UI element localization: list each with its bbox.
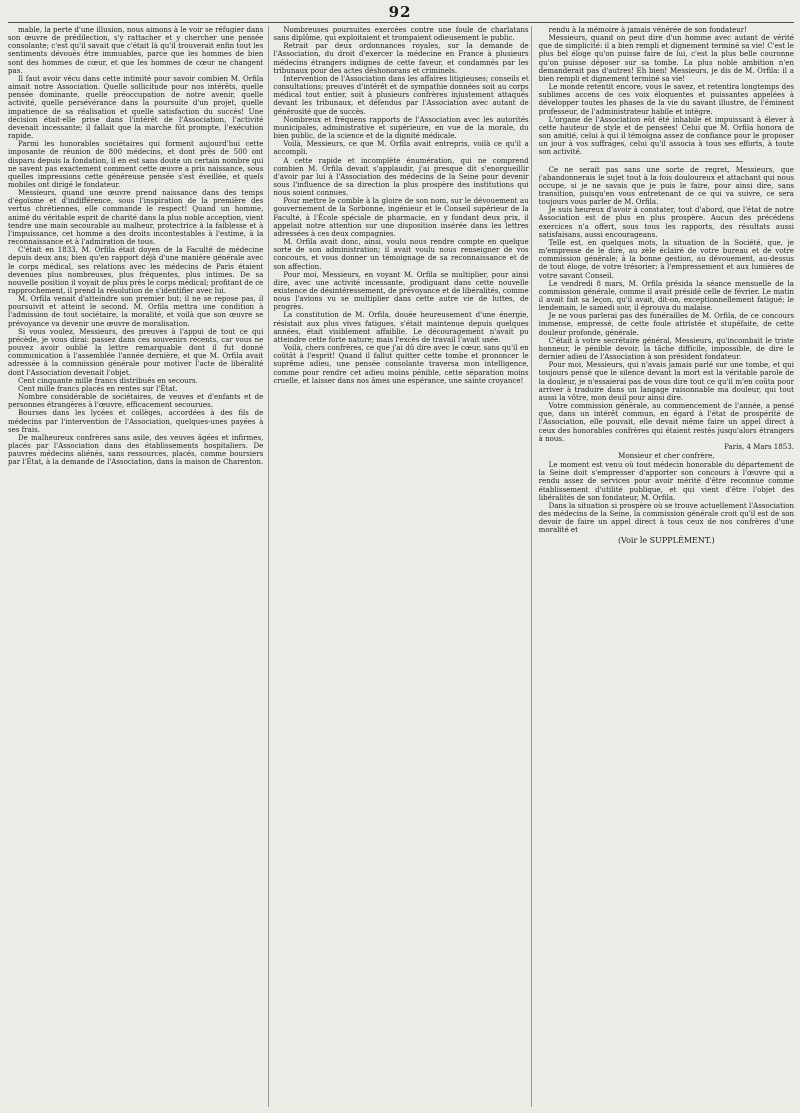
paragraph: La constitution de M. Orfila, douée heureusement d'une énergie, résistait aux plus vives fatigues, s'était maintenue depuis quelques années, était visiblement affaiblie. Le découragement n'avait pu atteindre cette forte nature; mais l'excès de travail l'avait usée.	[273, 310, 529, 344]
paragraph: Je ne vous parlerai pas des funérailles de M. Orfila, de ce concours immense, empressé, de cette foule attristée et stupéfaite, de cette douleur profonde, générale.	[538, 311, 794, 337]
paragraph: Le monde retentit encore, vous le savez, et retentira longtemps des sublimes accens de ces voix éloquentes et puissantes appelées à développer toutes les phases de la vie du savant illustre, de l'éminent professeur, de l'administrateur habile et intègre.	[538, 82, 794, 116]
paragraph: Je suis heureux d'avoir à constater, tout d'abord, que l'état de notre Association est de plus en plus prospère. Aucun des précédens exercices n'a offert, sous tous les rapports, des résultats aussi satisfaisans, aussi encourageans.	[538, 205, 794, 239]
paragraph: Nombreux et fréquens rapports de l'Association avec les autorités municipales, administrative et supérieure, en vue de la morale, du bien public, de la science et de la dignité médicale.	[273, 114, 529, 141]
section-divider	[590, 161, 743, 162]
paragraph: Voilà, chers confrères, ce que j'ai dû dire avec le cœur, sans qu'il en coûtât à l'esprit! Quand il fallut quitter cette tombe et prononcer le suprême adieu, une pensée consolante traversa mon intelligence, comme pour rendre cet adieu moins pénible, cette séparation moins cruelle, et laisser dans nos âmes une espérance, une sainte croyance!	[273, 343, 529, 385]
paragraph: C'était à votre secrétaire général, Messieurs, qu'incombait le triste honneur, le pénible devoir, la tâche difficile, impossible, de dire le dernier adieu de l'Association à son président fondateur.	[538, 335, 794, 362]
page-number: 92	[388, 3, 412, 21]
paragraph: Messieurs, quand une œuvre prend naissance dans des temps d'égoïsme et d'indifférence, sous l'inspiration de la première des vertus chrétiennes, elle commande le respect! Quand un homme, animé du véritable esprit de charité dans la plus noble acception, vient tendre une main secourable au malheur, protectrice à la faiblesse et à l'impuissance, cet homme a des droits incontestables à l'estime, à la reconnaissance et à l'admiration de tous.	[8, 188, 264, 247]
continued-note: (Voir le SUPPLÉMENT.)	[617, 535, 715, 545]
paragraph: Telle est, en quelques mots, la situation de la Société, que, je m'empresse de le dire, au zèle éclairé de votre bureau et de votre commission générale; à la bonne gestion, au dévouement, au-dessus de tout éloge, de votre trésorier; à l'empressement et aux lumières de votre savant Conseil.	[538, 237, 794, 280]
paragraph: Bourses dans les lycées et collèges, accordées à des fils de médecins par l'intervention de l'Association, quelques-unes payées à ses frais.	[8, 408, 264, 434]
paragraph: De malheureux confrères sans asile, des veuves âgées et infirmes, placés par l'Association dans des établissements hospitaliers. De pauvres médecins aliénés, sans ressources, placés, comme boursiers par l'État, à la demande de l'Association, dans la maison de Charenton.	[8, 432, 264, 467]
paragraph: Le moment est venu où tout médecin honorable du département de la Seine doit s'empresser d'apporter son concours à l'œuvre qui a rendu assez de services pour avoir mérité d'être reconnue comme établissement d'utilité publique, et qui vient d'être l'objet des libéralités de son fondateur, M. Orfila.	[538, 460, 794, 502]
paragraph: C'était en 1833, M. Orfila était doyen de la Faculté de médecine depuis deux ans; bien qu'en rapport déjà d'une manière générale avec le corps médical, ses relations avec les médecins de Paris étaient devenues plus nombreuses, plus fréquentes, plus intimes. De sa nouvelle position il voyait de plus près le corps médical; profitant de ce rapprochement, il prend la résolution de s'identifier avec lui.	[8, 245, 264, 295]
paragraph: L'organe de l'Association eût été inhabile et impuissant à élever à cette hauteur de style et de pensées! Celui que M. Orfila honora de son amitié, celui à qui il témoigna assez de confiance pour le proposer un jour à vos suffrages, celui qu'il associa à tous ses efforts, à toute son activité.	[538, 114, 794, 157]
column-rule	[531, 26, 532, 1107]
letter-date: Paris, 4 Mars 1853.	[724, 441, 794, 451]
paragraph: M. Orfila avait donc, ainsi, voulu nous rendre compte en quelque sorte de son administration; il avait voulu nous renseigner de vos concours, et vous donner un témoignage de sa reconnaissance et de son affection.	[273, 237, 529, 271]
paragraph: Le vendredi 8 mars, M. Orfila présida la séance mensuelle de la commission générale, comme il avait présidé celle de février. Le matin il avait fait sa leçon, qu'il avait, dit-on, exceptionnellement fatigué; le lendemain, le samedi soir, il éprouva du malaise.	[538, 278, 794, 313]
paragraph: Nombreuses poursuites exercées contre une foule de charlatans sans diplôme, qui exploitaient et trompaient odieusement le public.	[273, 26, 529, 43]
column-rule	[268, 26, 269, 1107]
paragraph: Messieurs, quand on peut dire d'un homme avec autant de vérité que de simplicité: il a bien rempli et dignement terminé sa vie! C'est le plus bel éloge qu'on puisse faire de lui, c'est la plus belle couronne qu'on puisse déposer sur sa tombe. La plus noble ambition n'en demanderait pas d'autres! Eh bien! Messieurs, je dis de M. Orfila: il a bien rempli et dignement terminé sa vie!	[538, 33, 794, 83]
letter-salutation: Monsieur et cher confrère,	[618, 450, 715, 460]
paragraph: Ce ne serait pas sans une sorte de regret, Messieurs, que j'abandonnerais le sujet tout à la fois douloureux et attachant qui nous occupe, si je ne savais que je puis le faire, pour ainsi dire, sans transition, puisqu'en vous entretenant de ce qui va suivre, ce sera toujours vous parler de M. Orfila.	[538, 164, 794, 207]
paragraph: Nombre considérable de sociétaires, de veuves et d'enfants et de personnes étrangères à l'œuvre, efficacement secourues.	[8, 392, 264, 410]
paragraph: Cent cinquante mille francs distribués en secours.	[18, 375, 198, 385]
header-rule	[8, 22, 794, 23]
paragraph: Cent mille francs placés en rentes sur l'État.	[18, 383, 178, 393]
paragraph: A cette rapide et incomplète énumération, qui ne comprend combien M. Orfila devait s'applaudir, j'ai presque dit s'enorgueillir d'avoir par lui à l'Association des médecins de la Seine pour devenir sous l'influence de sa direction la plus prospère des institutions qui nous soient connues.	[273, 155, 529, 198]
paragraph: Il faut avoir vécu dans cette intimité pour savoir combien M. Orfila aimait notre Association. Quelle sollicitude pour nos intérêts, quelle pensée dominante, quelle préoccupation de notre avenir, quelle activité, quelle persévérance dans la poursuite d'un projet, quelle impatience de sa réalisation et quelle satisfaction du succès! Une décision était-elle prise dans l'intérêt de l'Association, l'activité devenait incessante; il fallait que la marche fût prompte, l'exécution rapide.	[8, 73, 264, 141]
paragraph: Pour moi, Messieurs, qui n'avais jamais parlé sur une tombe, et qui toujours pensé que le silence devant la mort est la véritable parole de la douleur, je n'essaierai pas de vous dire tout ce qu'il m'en coûta pour arriver à traduire dans un langage raisonnable ma douleur, qui tout aussi la vôtre, mon deuil pour ainsi dire.	[538, 360, 794, 402]
paragraph: Voilà, Messieurs, ce que M. Orfila avait entrepris, voilà ce qu'il a accompli.	[273, 139, 529, 157]
paragraph: Intervention de l'Association dans les affaires litigieuses; conseils et consultations; preuves d'intérêt et de sympathie données soit au corps médical tout entier, soit à plusieurs confrères injustement attaqués devant les tribunaux, et défendus par l'Association avec autant de générosité que de succès.	[273, 73, 529, 116]
paragraph: rendu à la mémoire à jamais vénérée de son fondateur!	[548, 26, 748, 34]
column-2	[273, 26, 528, 1107]
paragraph: M. Orfila venait d'atteindre son premier but; il ne se repose pas, il poursuivit et atteint le second. M. Orfila mettra une condition à l'admission de tout sociétaire, la moralité, et voilà que son œuvre se prévoyance va devenir une œuvre de moralisation.	[8, 294, 264, 328]
paragraph: Pour moi, Messieurs, en voyant M. Orfila se multiplier, pour ainsi dire, avec une activité incessante, prodiguant dans cette nouvelle existence de désintéressement, de prévoyance et de libéralités, comme nous l'avions vu se multiplier dans cette autre vie de luttes, de progrès.	[273, 269, 529, 312]
paragraph: Votre commission générale, au commencement de l'année, a pensé que, dans un intérêt commun, en égard à l'état de prospérité de l'Association, elle pouvait, elle devait même faire un appel direct à ceux des honorables confrères qui étaient restés jusqu'alors étrangers à nous.	[538, 401, 794, 443]
column-1	[8, 26, 263, 1107]
paragraph: mable, la perte d'une illusion, nous aimons à le voir se réfugier dans son œuvre de prédilection, s'y rattacher et y chercher une pensée consolante; c'est qu'il savait que c'était là qu'il trouverait enfin tout les sentiments dévoués être immuables, parce que les hommes de bien sont des hommes de cœur, et que les hommes de cœur ne changent pas.	[8, 26, 264, 75]
text-columns	[8, 26, 794, 1107]
paragraph: Parmi les honorables sociétaires qui forment aujourd'hui cette imposante de réunion de 800 médecins, et dont près de 500 ont disparu depuis la fondation, il en est sans doute un certain nombre qui ne savent pas exactement comment cette œuvre a pris naissance, sous quelles impressions cette généreuse pensée s'est éveillée, et quels mobiles ont dirigé le fondateur.	[8, 139, 264, 189]
paragraph: Retrait par deux ordonnances royales, sur la demande de l'Association, du droit d'exercer la médecine en France à plusieurs médecins étrangers indignes de cette faveur, et condamnés par les tribunaux pour des actes déshonorans et criminels.	[273, 41, 529, 75]
paragraph: Pour mettre le comble à la gloire de son nom, sur le dévouement au gouvernement de la Sorbonne, ingénieur et le Conseil supérieur de la Faculté, à l'École spéciale de pharmacie, en y fondant deux prix, il appelait notre attention sur une disposition insérée dans les lettres adressées à ces deux compagnies.	[273, 196, 529, 238]
paragraph: Si vous voulez, Messieurs, des preuves à l'appui de tout ce qui précède, je vous dirai: passez dans ces souvenirs récents, car vous ne pouvez avoir oublié la lettre remarquable dont il fut donné communication à l'assemblée l'année dernière, et que M. Orfila avait adressée à la commission générale pour motiver l'acte de libéralité dont l'Association devenait l'objet.	[8, 326, 264, 377]
paragraph: Dans la situation si prospère où se trouve actuellement l'Association des médecins de la Seine, la commission générale croit qu'il est de son devoir de faire un appel direct à tous ceux de nos confrères d'une moralité et	[538, 500, 794, 535]
column-3	[539, 26, 794, 1107]
